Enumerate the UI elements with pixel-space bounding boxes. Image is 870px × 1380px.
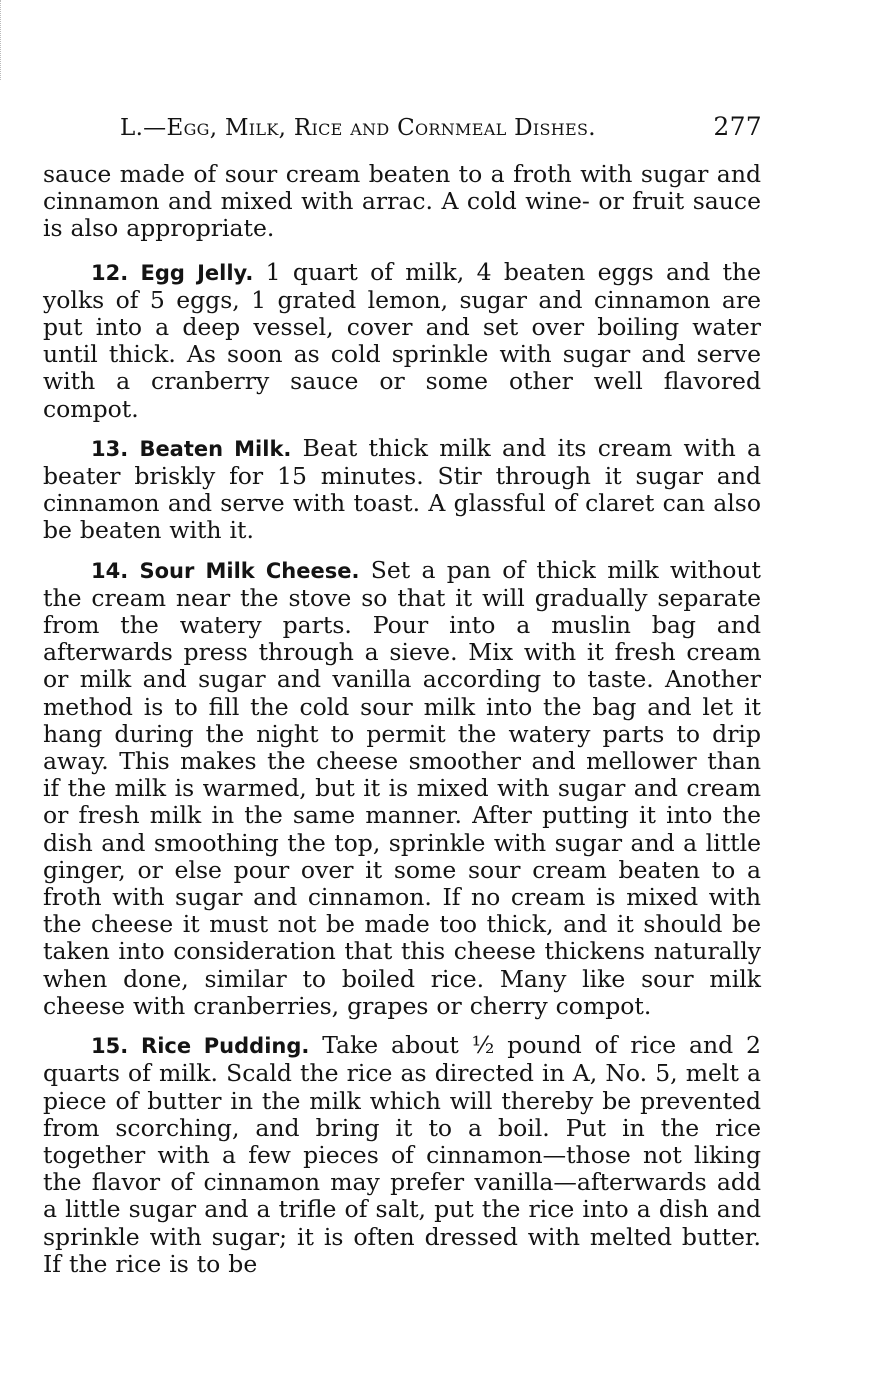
recipe-rice-pudding [43,1032,761,1278]
recipe-title: Beaten Milk. [139,436,292,461]
recipe-text: 1 quart of milk, 4 beaten eggs and the yolks of 5 eggs, 1 grated lemon, sugar and cinnamon are put into a deep vessel, cover and set over boiling water until thick. As soon as cold sprinkle with sugar and serve with a cranberry sauce or some other well flavored compot. [43,257,761,423]
page-number: 277 [713,112,762,141]
recipe-text: Set a pan of thick milk without the cream near the stove so that it will gradually separate from the watery parts. Pour into a muslin bag and afterwards press through a sieve. Mix with it fresh cream or milk and sugar and vanilla according to taste. Another method is to fill the cold sour milk into the bag and let it hang during the night to permit the watery parts to drip away. This makes the cheese smoother and mellower than if the milk is warmed, but it is mixed with sugar and cream or fresh milk in the same manner. After putting it into the dish and smoothing the top, sprinkle with sugar and a little ginger, or else pour over it some sour cream beaten to a froth with sugar and cinnamon. If no cream is mixed with the cheese it must not be made too thick, and it should be taken into consideration that this cheese thickens naturally when done, similar to boiled rice. Many like sour milk cheese with cranberries, grapes or cherry compot. [43,555,761,1020]
recipe-number: 14. [91,558,129,583]
recipe-title: Rice Pudding. [141,1034,310,1059]
recipe-text: Beat thick milk and its cream with a beater briskly for 15 minutes. Stir through it sugar and cinnamon and serve with toast. A glassful of claret can also be beaten with it. [43,433,761,545]
recipe-text: Take about ½ pound of rice and 2 quarts of milk. Scald the rice as directed in A, No. 5, melt a piece of butter in the milk which will thereby be prevented from scorching, and bring it to a boil. Put in the rice together with a few pieces of cinnamon—those not liking the flavor of cinnamon may prefer vanilla—afterwards add a little sugar and a trifle of salt, put the rice into a dish and sprinkle with sugar; it is often dressed with melted butter. If the rice is to be [43,1031,761,1278]
recipe-number: 15. [91,1034,129,1059]
chapter-title: L.—Egg, Milk, Rice and Cornmeal Dishes. [120,115,596,141]
recipe-egg-jelly [43,259,761,423]
page-edge-mark [0,0,4,80]
recipe-title: Egg Jelly. [140,260,254,285]
page-body [43,161,761,1290]
recipe-number: 12. [91,260,129,285]
recipe-sour-milk-cheese [43,557,761,1020]
recipe-beaten-milk [43,435,761,545]
continuation-paragraph: sauce made of sour cream beaten to a froth with sugar and cinnamon and mixed with arrac. A cold wine- or fruit sauce is also appropriate. [43,160,761,243]
running-header [120,112,762,141]
recipe-title: Sour Milk Cheese. [139,558,360,583]
recipe-number: 13. [91,436,129,461]
